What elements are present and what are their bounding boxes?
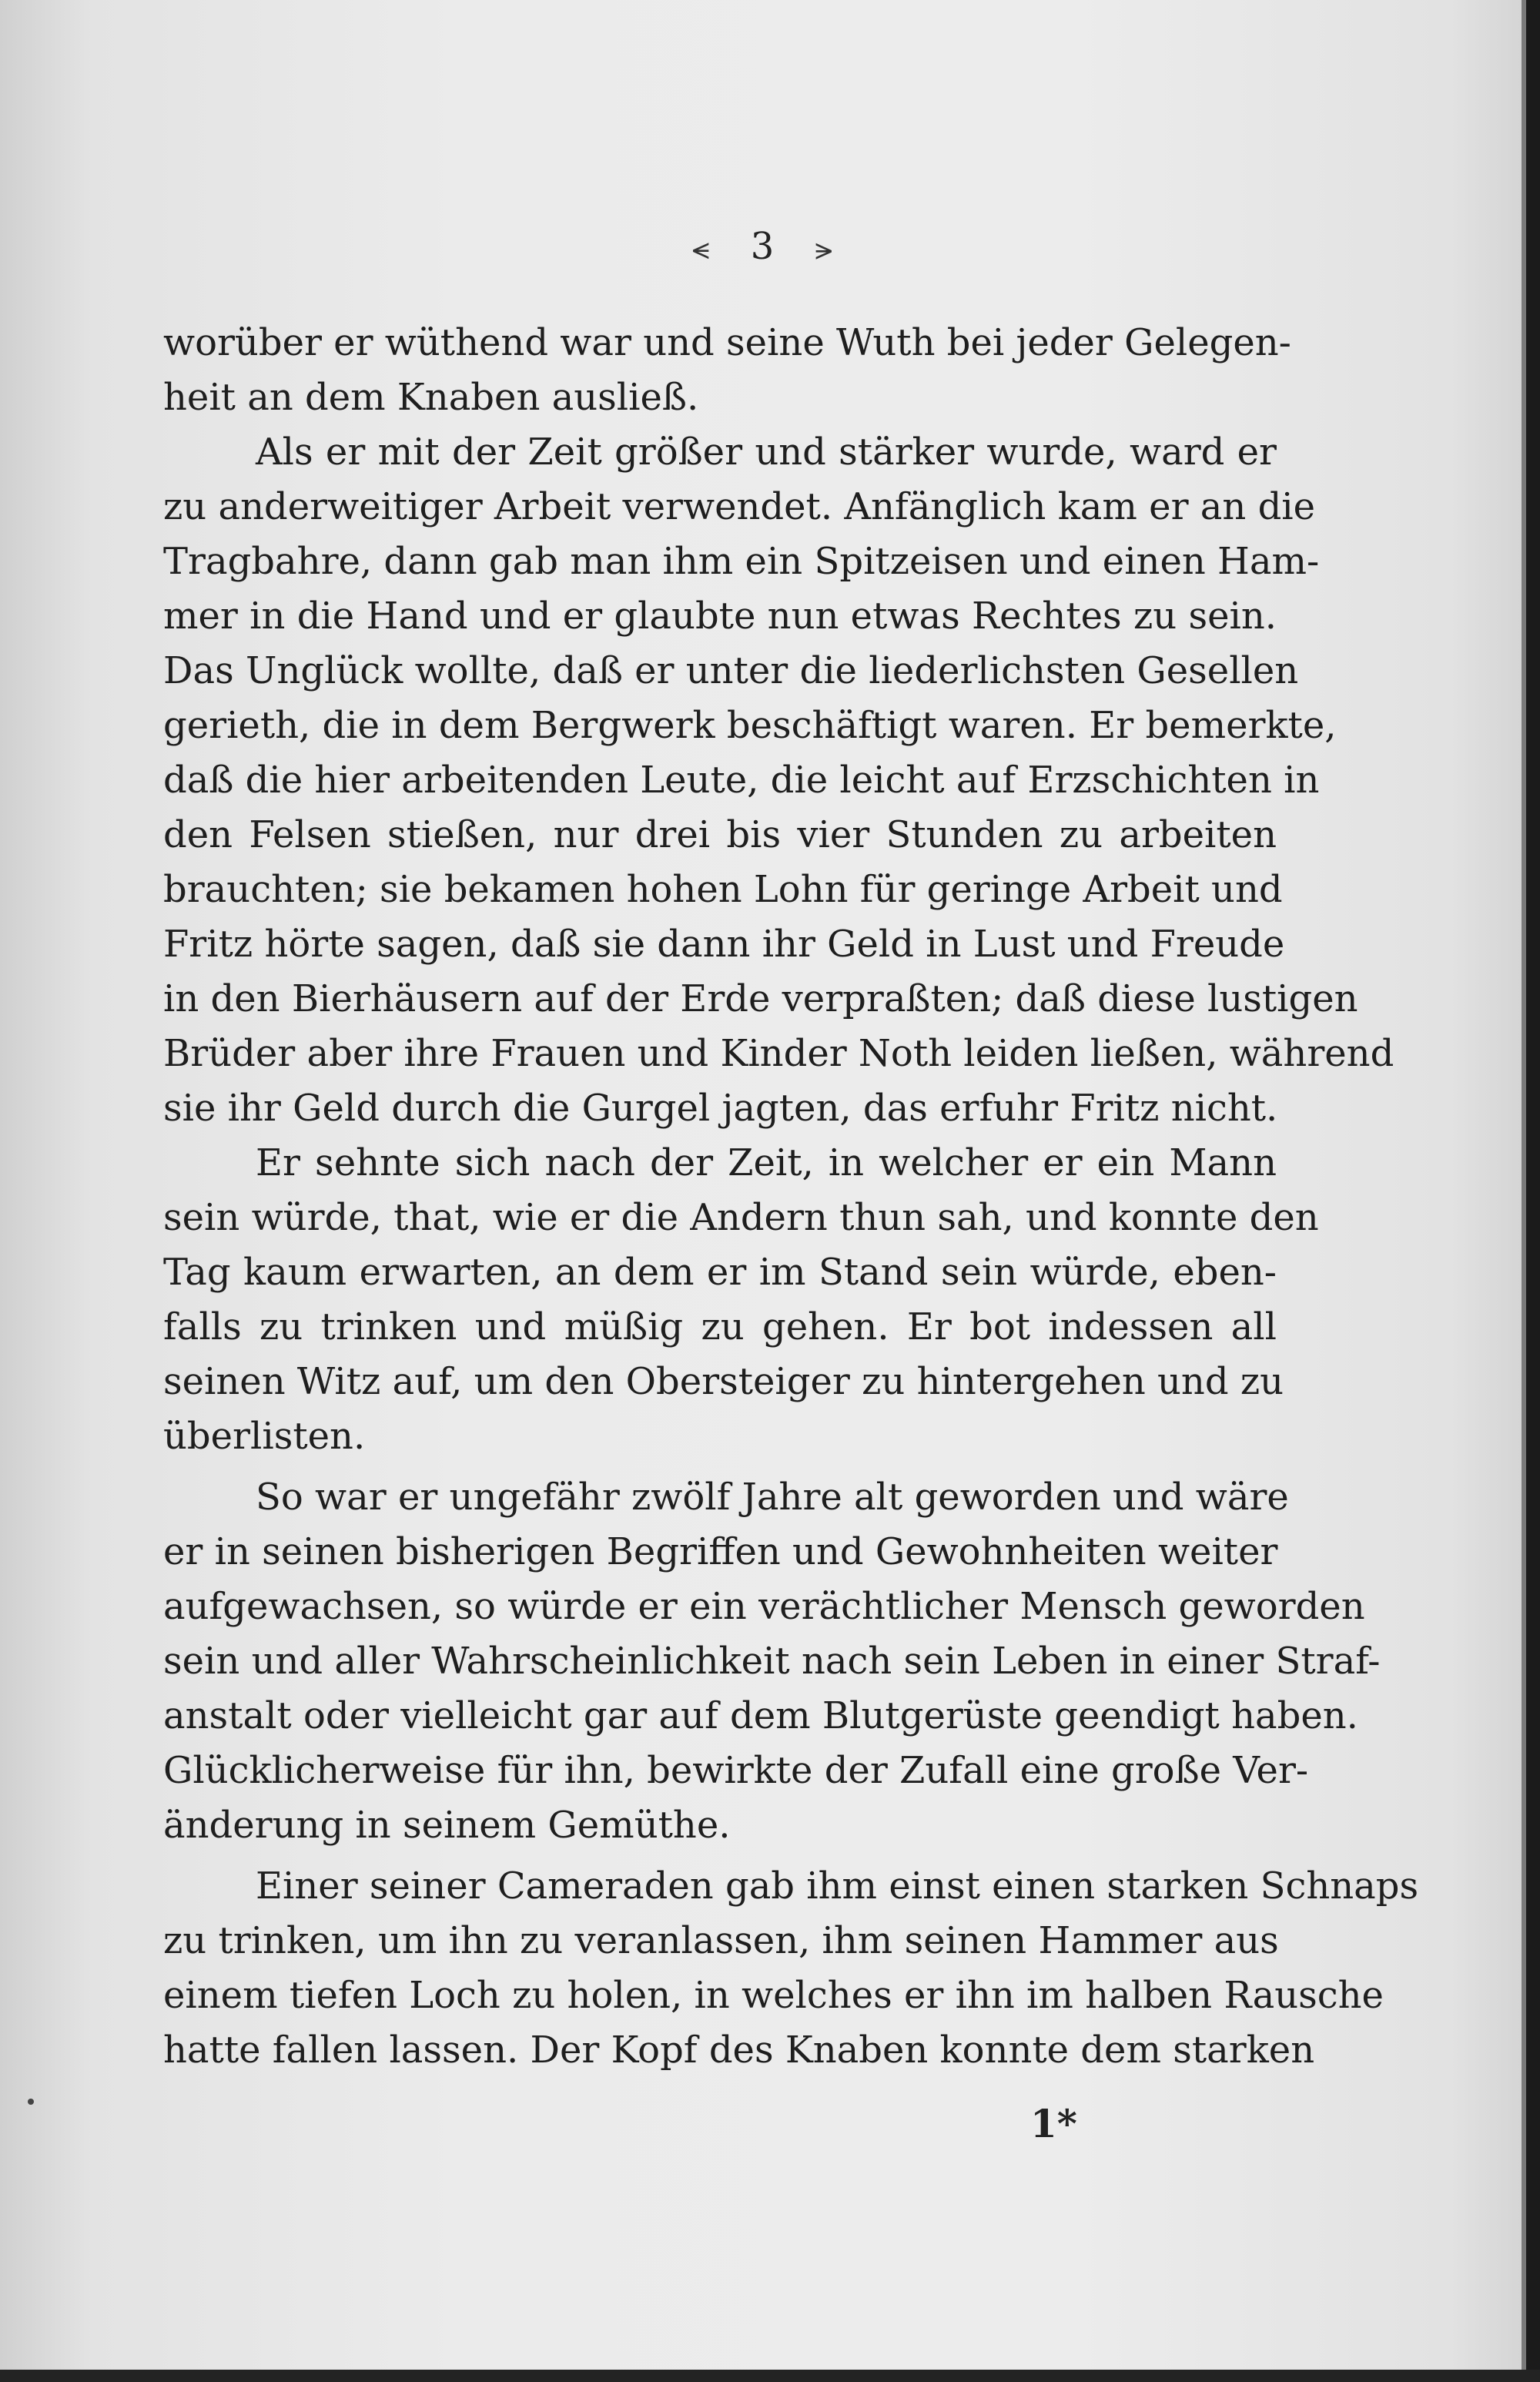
text-line: So war er ungefähr zwölf Jahre alt geworden und wäre (256, 1476, 1289, 1519)
text-line: mer in die Hand und er glaubte nun etwas Rechtes zu sein. (163, 595, 1277, 638)
text-line: worüber er wüthend war und seine Wuth bei jeder Gelegen- (163, 321, 1291, 364)
text-line: den Felsen stießen, nur drei bis vier Stunden zu arbeiten (163, 813, 1277, 856)
ink-speck (28, 2099, 34, 2105)
text-line: in den Bierhäusern auf der Erde verpraßten; daß diese lustigen (163, 977, 1358, 1020)
text-line: Als er mit der Zeit größer und stärker wurde, ward er (256, 431, 1277, 474)
text-line: er in seinen bisherigen Begriffen und Gewohnheiten weiter (163, 1530, 1278, 1573)
text-line: Brüder aber ihre Frauen und Kinder Noth leiden ließen, während (163, 1032, 1394, 1075)
text-line: Er sehnte sich nach der Zeit, in welcher er ein Mann (256, 1141, 1277, 1184)
text-line: sein und aller Wahrscheinlichkeit nach sein Leben in einer Straf- (163, 1640, 1381, 1683)
paragraph-gap (163, 1464, 1277, 1470)
text-line: seinen Witz auf, um den Obersteiger zu hintergehen und zu (163, 1360, 1284, 1403)
text-line: hatte fallen lassen. Der Kopf des Knaben konnte dem starken (163, 2029, 1315, 2072)
text-line: zu anderweitiger Arbeit verwendet. Anfänglich kam er an die (163, 485, 1316, 528)
text-line: daß die hier arbeitenden Leute, die leicht auf Erzschichten in (163, 759, 1320, 802)
text-line: falls zu trinken und müßig zu gehen. Er bot indessen all (163, 1305, 1277, 1348)
signature-mark: 1* (1030, 2101, 1077, 2146)
paragraph-gap (163, 1853, 1277, 1859)
scan-border-right (1526, 0, 1540, 2382)
page-header (0, 225, 1526, 268)
text-line: änderung in seinem Gemüthe. (163, 1804, 731, 1847)
ornament-right-icon: ⪫ (815, 231, 835, 266)
text-line: Fritz hörte sagen, daß sie dann ihr Geld in Lust und Freude (163, 923, 1285, 966)
text-line: aufgewachsen, so würde er ein verächtlicher Mensch geworden (163, 1585, 1365, 1628)
text-line: sein würde, that, wie er die Andern thun sah, und konnte den (163, 1196, 1319, 1239)
body-text (163, 316, 1419, 2078)
text-line: Tag kaum erwarten, an dem er im Stand sein würde, eben- (163, 1251, 1277, 1294)
text-line: anstalt oder vielleicht gar auf dem Blutgerüste geendigt haben. (163, 1694, 1358, 1737)
text-line: gerieth, die in dem Bergwerk beschäftigt waren. Er bemerkte, (163, 704, 1337, 747)
text-line: Tragbahre, dann gab man ihm ein Spitzeisen und einen Ham- (163, 540, 1320, 583)
text-line: Einer seiner Cameraden gab ihm einst einen starken Schnaps (256, 1864, 1419, 1908)
text-line: brauchten; sie bekamen hohen Lohn für geringe Arbeit und (163, 868, 1283, 911)
text-line: einem tiefen Loch zu holen, in welches er ihn im halben Rausche (163, 1974, 1384, 2017)
text-line: überlisten. (163, 1415, 366, 1458)
text-line: Glücklicherweise für ihn, bewirkte der Zufall eine große Ver- (163, 1749, 1309, 1792)
scan-border-bottom (0, 2370, 1540, 2382)
text-line: zu trinken, um ihn zu veranlassen, ihm seinen Hammer aus (163, 1919, 1279, 1962)
page-number: 3 (750, 225, 776, 268)
text-line: sie ihr Geld durch die Gurgel jagten, das erfuhr Fritz nicht. (163, 1087, 1278, 1130)
text-line: Das Unglück wollte, daß er unter die liederlichsten Gesellen (163, 649, 1299, 692)
ornament-left-icon: ⪪ (691, 231, 711, 266)
text-line: heit an dem Knaben ausließ. (163, 376, 699, 419)
